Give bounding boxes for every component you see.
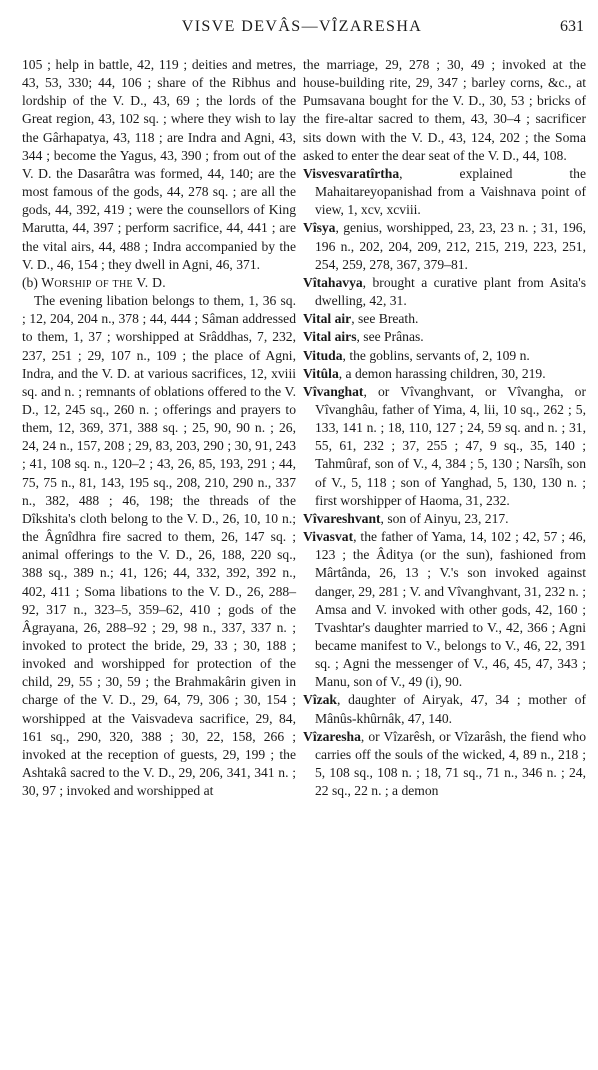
subheading-prefix: (b)	[22, 274, 38, 290]
index-entry	[303, 219, 586, 273]
index-entry	[303, 728, 586, 801]
worship-paragraph: The evening libation belongs to them, 1, 36 sq. ; 12, 204, 204 n., 378 ; 44, 444 ; Sâman addressed to them, 1, 37 ; worshipped at Srâddhas, 7, 232, 237, 251 ; 29, 107 n., 109 ; the place of Agni, Indra, and the V. D. at various sacrifices, 12, xviii sq. and n. ; remnants of oblations offered to the V. D., 12, 245 sq., 260 n. ; offerings and prayers to them, 12, 369, 371, 388 sq. ; 25, 90, 90 n. ; 26, 24, 24 n., 157, 208 ; 29, 83, 203, 290 ; 30, 91, 243 ; 41, 108 sq. n., 120–2 ; 43, 26, 85, 193, 291 ; 44, 75, 75 n., 81, 143, 195 sq., 208, 210, 290 n., 337 n., 382, 488 ; 46, 198; the threads of the Dîkshita's cloth belong to the V. D., 26, 10, 10 n.; the Âgnîdhra fire sacred to them, 26, 147 sq. ; animal offerings to the V. D., 26, 188, 220 sq., 388 sq., 389 n.; 41, 126; 44, 332, 392, 392 n., 402, 411 ; Soma libations to the V. D., 26, 288–92, 317 n., 323–5, 359–62, 410 ; gods of the Âgrayana, 26, 288–92 ; 29, 98 n., 337, 337 n. ; invoked to protect the bride, 29, 33 ; 30, 188 ; invoked and worshipped for protection of the child, 29, 55 ; 30, 59 ; the Brahmakârin given in charge of the V. D., 29, 64, 79, 306 ; 30, 154 ; worshipped at the Vaisvadeva sacrifice, 29, 84, 161 sq., 290, 320, 388 ; 30, 22, 158, 266 ; invoked at the reception of guests, 29, 199 ; the Ashtakâ sacred to the V. D., 29, 206, 341, 341 n. ; 30, 97 ; invoked and worshipped at	[22, 293, 296, 799]
index-entry	[303, 383, 586, 510]
entry-term: Vitûla	[303, 365, 339, 381]
entry-text: , see Breath.	[351, 311, 419, 327]
entry-text: , daughter of Airyak, 47, 34 ; mother of Mânûs-khûrnâk, 47, 140.	[315, 692, 586, 726]
entry-text: , explained the Mahaitareyopanishad from a Vaishnava point of view, 1, xcv, xcviii.	[315, 165, 586, 218]
index-entry	[303, 165, 586, 219]
left-column	[22, 56, 296, 800]
entry-text: , brought a curative plant from Asita's dwelling, 42, 31.	[315, 274, 586, 309]
entry-term: Vîzaresha	[303, 728, 361, 744]
index-entry	[303, 310, 586, 328]
entry-term: Vîvanghat	[303, 383, 364, 399]
subheading-text: Worship of the V. D.	[41, 274, 166, 290]
entry-continuation: 105 ; help in battle, 42, 119 ; deities and metres, 43, 53, 330; 44, 106 ; share of the Ribhus and lordship of the V. D., 43, 69 ; the lords of the Great region, 43, 102 sq. ; where they wish to lay the Gârhapatya, 43, 118 ; are Indra and Agni, 43, 344 ; become the Yagus, 43, 390 ; from out of the V. D. the Dasarâtra was formed, 44, 140; are the most famous of the gods, 44, 278 sq. ; are all the gods, 44, 392, 419 ; were the counsellors of King Marutta, 44, 397 ; perform sacrifice, 44, 441 ; are the vital airs, 44, 488 ; Indra accompanied by the V. D., 46, 154 ; they dwell in Agni, 46, 371.	[22, 57, 296, 272]
entry-text: , genius, worshipped, 23, 23, 23 n. ; 31, 196, 196 n., 202, 204, 209, 212, 215, 219, 223, 251, 254, 259, 278, 367, 379–81.	[315, 220, 586, 272]
index-entry	[303, 328, 586, 346]
index-entry	[303, 691, 586, 727]
index-entry	[303, 365, 586, 383]
entry-term: Vîvareshvant	[303, 510, 381, 526]
entry-text: , or Vîvanghvant, or Vîvangha, or Vîvanghâu, father of Yima, 4, lii, 10 sq., 262 ; 5, 133, 141 n. ; 18, 110, 127 ; 24, 59 sq. and n. ; 31, 55, 61, 232 ; 37, 255 ; 47, 9 sq., 35, 140 ; Tahmûraf, son of V., 4, 384 ; 5, 130 ; Narsîh, son of V., 5, 118 ; son of Yanghad, 5, 130, 130 n. ; first worshipper of Haoma, 31, 232.	[315, 383, 586, 508]
entry-text: , the father of Yama, 14, 102 ; 42, 57 ; 46, 123 ; the Âditya (or the sun), fashioned from Mârtânda, 26, 13 ; V.'s son invoked against danger, 29, 281 ; V. and Vîvanghvant, 31, 232 n. ; Amsa and V. invoked with other gods, 42, 160 ; Tvashtar's daughter married to V., 42, 366 ; Agni became manifest to V., belongs to V., 46, 22, 391 sq. ; Agni the messenger of V., 46, 45, 47, 343 ; Manu, son of V., 49 (i), 90.	[315, 529, 586, 690]
entry-text: , see Prânas.	[356, 329, 424, 345]
subheading	[22, 274, 296, 292]
entry-term: Visvesvaratîrtha	[303, 165, 400, 181]
entry-term: Vital airs	[303, 329, 357, 345]
right-column	[303, 56, 586, 800]
page-number: 631	[560, 18, 584, 35]
entry-text: , or Vîzarêsh, or Vîzarâsh, the fiend who carries off the souls of the wicked, 4, 89 n., 218 ; 5, 108 sq., 108 n. ; 18, 71 sq., 71 n., 346 n. ; 24, 22 sq., 22 n. ; a demon	[315, 728, 586, 799]
index-entry	[303, 528, 586, 691]
entry-term: Vital air	[303, 311, 352, 327]
entry-text: , son of Ainyu, 23, 217.	[380, 510, 509, 526]
entry-term: Vîtahavya	[303, 274, 363, 290]
entry-term: Vîsya	[303, 220, 336, 236]
running-head: VISVE DEVÂS—VÎZARESHA	[181, 18, 423, 35]
entry-text: , the goblins, servants of, 2, 109 n.	[342, 347, 530, 363]
page-header	[20, 18, 584, 42]
index-entry	[303, 274, 586, 310]
entry-continuation: the marriage, 29, 278 ; 30, 49 ; invoked at the house-building rite, 29, 347 ; barley corns, &c., at Pumsavana bought for the V. D., 30, 53 ; bricks of the fire-altar sacred to them, 43, 30–4 ; sacrificer sits down with the V. D., 43, 124, 202 ; the Soma asked to enter the dear seat of the V. D., 44, 108.	[303, 57, 586, 163]
index-entry	[303, 510, 586, 528]
entry-term: Vituda	[303, 347, 343, 363]
entry-term: Vîzak	[303, 692, 337, 708]
entry-text: , a demon harassing children, 30, 219.	[338, 365, 546, 381]
index-entry	[303, 347, 586, 365]
entry-term: Vivasvat	[303, 529, 354, 545]
